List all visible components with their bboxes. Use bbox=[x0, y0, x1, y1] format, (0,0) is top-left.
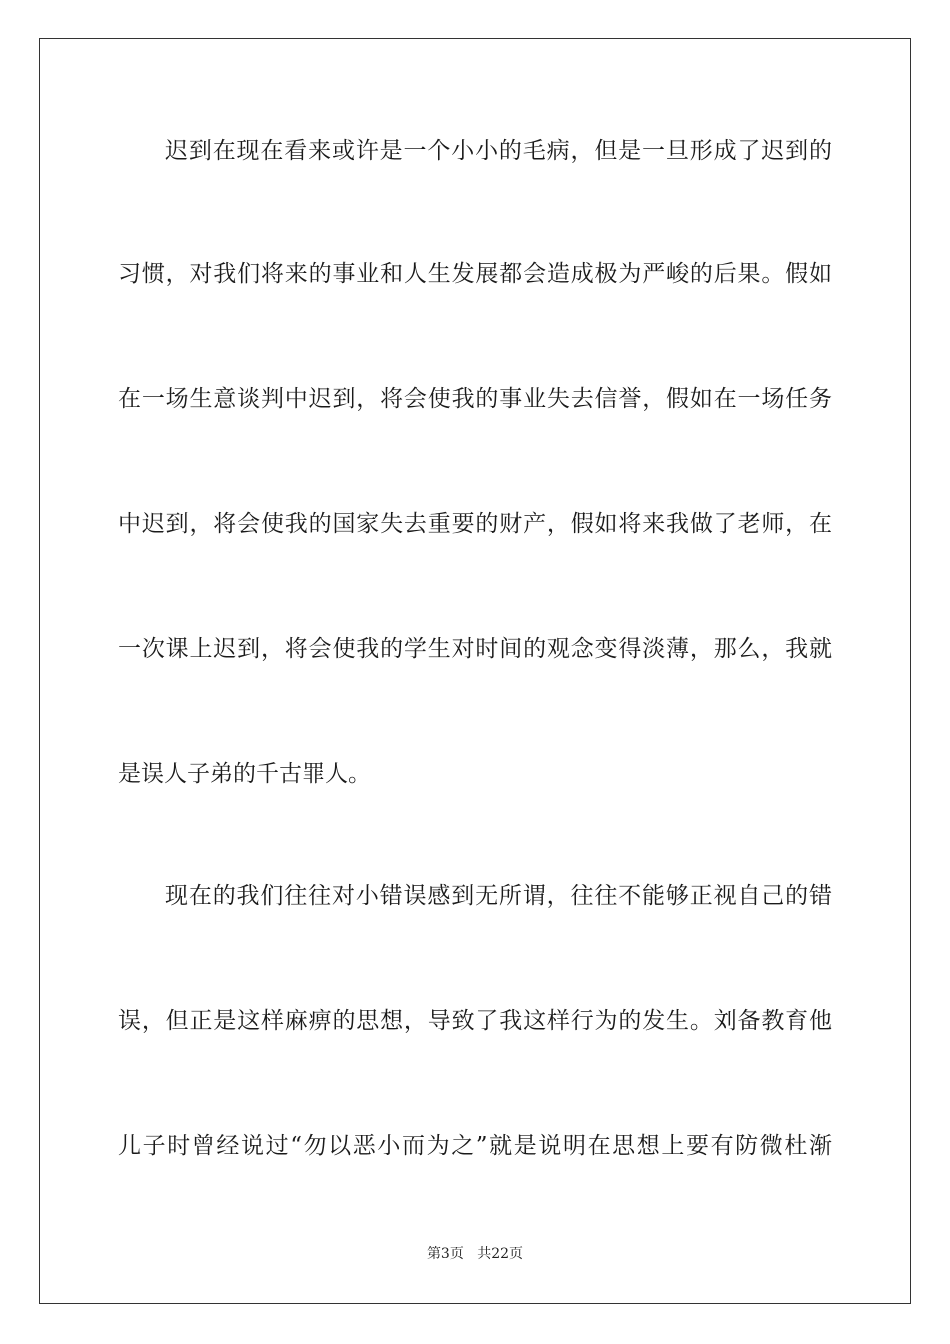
paragraph-1-line-5: 一次课上迟到，将会使我的学生对时间的观念变得淡薄，那么，我就 bbox=[118, 636, 832, 662]
paragraph-2-line-2: 误，但正是这样麻痹的思想，导致了我这样行为的发生。刘备教育他 bbox=[118, 1008, 832, 1034]
page-total: 共22页 bbox=[477, 1246, 524, 1262]
paragraph-1-line-6: 是误人子弟的千古罪人。 bbox=[118, 761, 371, 787]
page-border bbox=[39, 38, 911, 1304]
page-footer bbox=[0, 1244, 950, 1264]
page-number: 第3页 bbox=[426, 1246, 464, 1262]
paragraph-2-line-1: 现在的我们往往对小错误感到无所谓，往往不能够正视自己的错 bbox=[165, 883, 832, 909]
paragraph-1-line-2: 习惯，对我们将来的事业和人生发展都会造成极为严峻的后果。假如 bbox=[118, 261, 832, 287]
paragraph-1-line-1: 迟到在现在看来或许是一个小小的毛病，但是一旦形成了迟到的 bbox=[165, 138, 832, 164]
paragraph-2-line-3: 儿子时曾经说过“勿以恶小而为之”就是说明在思想上要有防微杜渐 bbox=[118, 1133, 832, 1159]
paragraph-1-line-3: 在一场生意谈判中迟到，将会使我的事业失去信誉，假如在一场任务 bbox=[118, 386, 832, 412]
paragraph-1-line-4: 中迟到，将会使我的国家失去重要的财产，假如将来我做了老师，在 bbox=[118, 511, 832, 537]
